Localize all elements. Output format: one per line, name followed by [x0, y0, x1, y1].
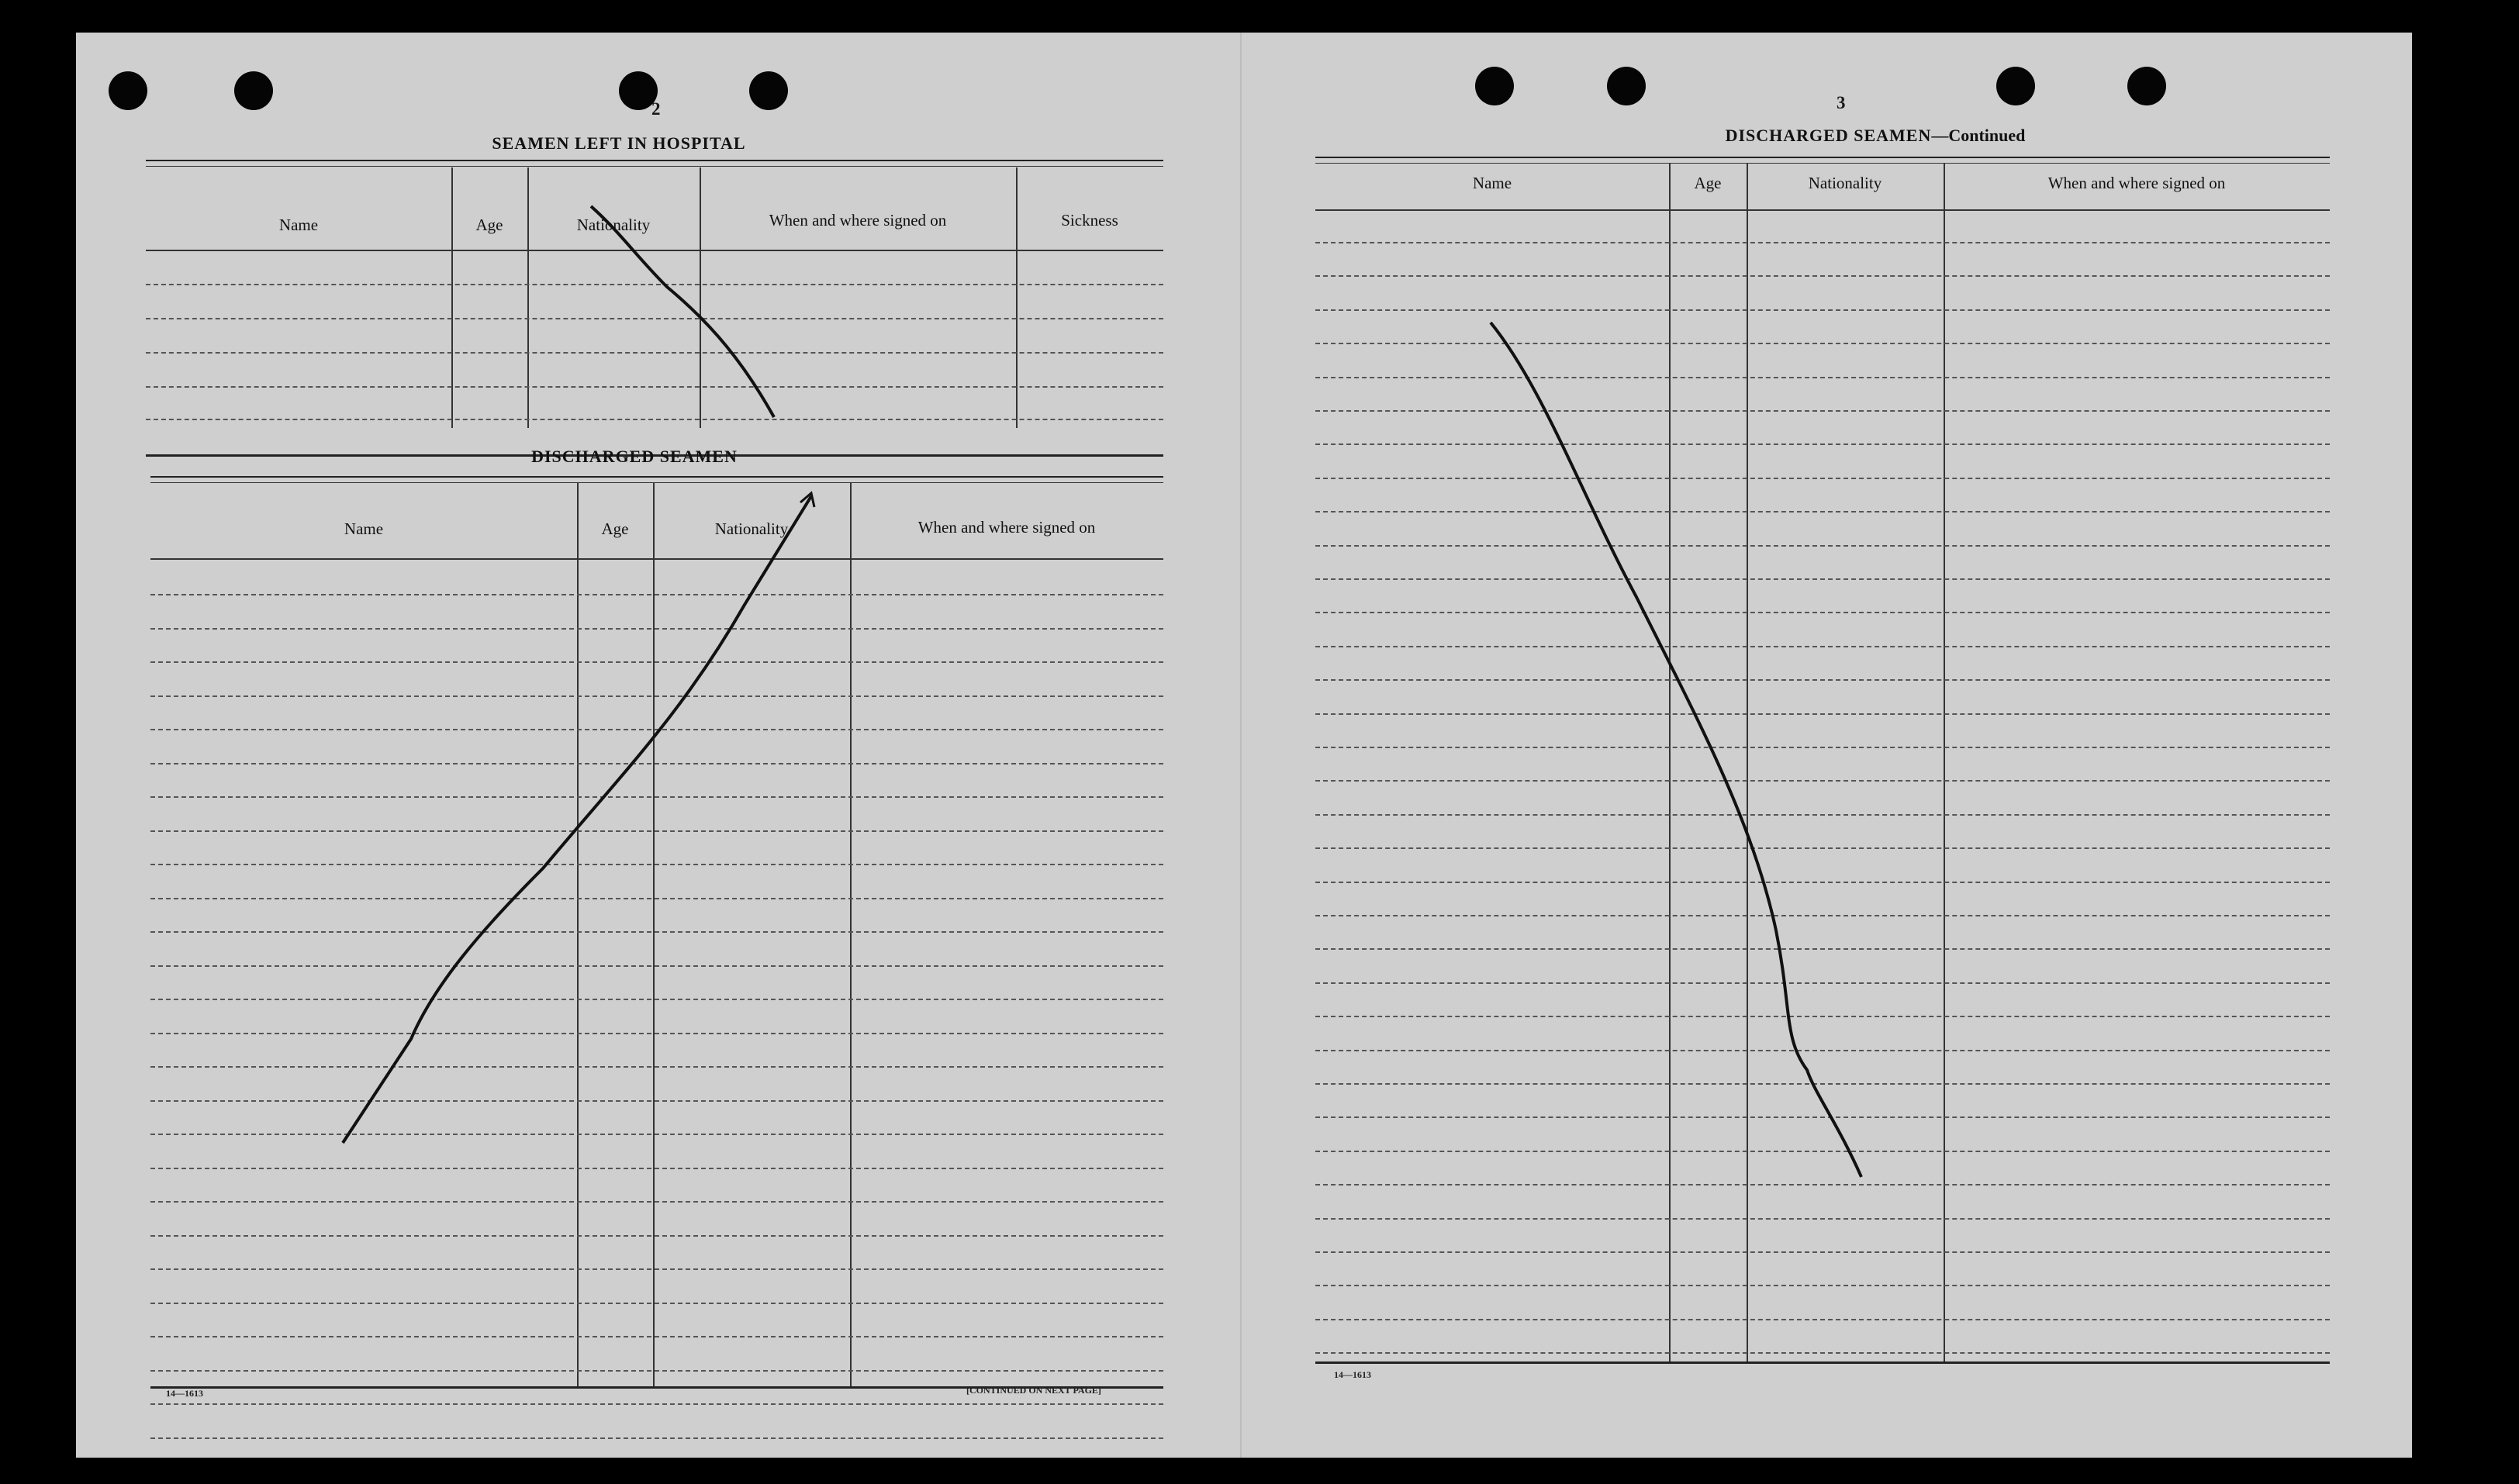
column-header-nationality: Nationality: [576, 216, 651, 234]
column-header-name: Name: [344, 519, 384, 538]
column-header-nationality: Nationality: [1808, 174, 1882, 192]
section-title-text: DISCHARGED SEAMEN: [1725, 126, 1932, 145]
column-header-age: Age: [475, 216, 503, 234]
column-header-age: Age: [1694, 174, 1722, 192]
strike-line-discharged-left: [343, 496, 811, 1143]
column-header-nationality: Nationality: [714, 519, 789, 538]
column-header-when-where: When and where signed on: [2047, 174, 2226, 192]
strike-line-discharged-right: [1491, 323, 1861, 1177]
column-header-age: Age: [601, 519, 629, 538]
page-number: 2: [651, 99, 661, 119]
form-number: 14—1613: [1334, 1369, 1371, 1380]
section-title-hospital: SEAMEN LEFT IN HOSPITAL: [492, 133, 746, 153]
strike-line-hospital: [591, 206, 774, 417]
column-header-when-where: When and where signed on: [769, 211, 947, 230]
column-header-when-where: When and where signed on: [917, 518, 1096, 537]
section-title-discharged: DISCHARGED SEAMEN: [531, 447, 738, 466]
continued-note: [CONTINUED ON NEXT PAGE]: [966, 1385, 1101, 1396]
column-header-sickness: Sickness: [1061, 211, 1118, 230]
page-number: 3: [1837, 93, 1846, 112]
column-header-name: Name: [1472, 174, 1512, 192]
section-title-suffix: —Continued: [1931, 126, 2026, 145]
column-header-name: Name: [278, 216, 319, 234]
form-number: 14—1613: [166, 1388, 203, 1399]
